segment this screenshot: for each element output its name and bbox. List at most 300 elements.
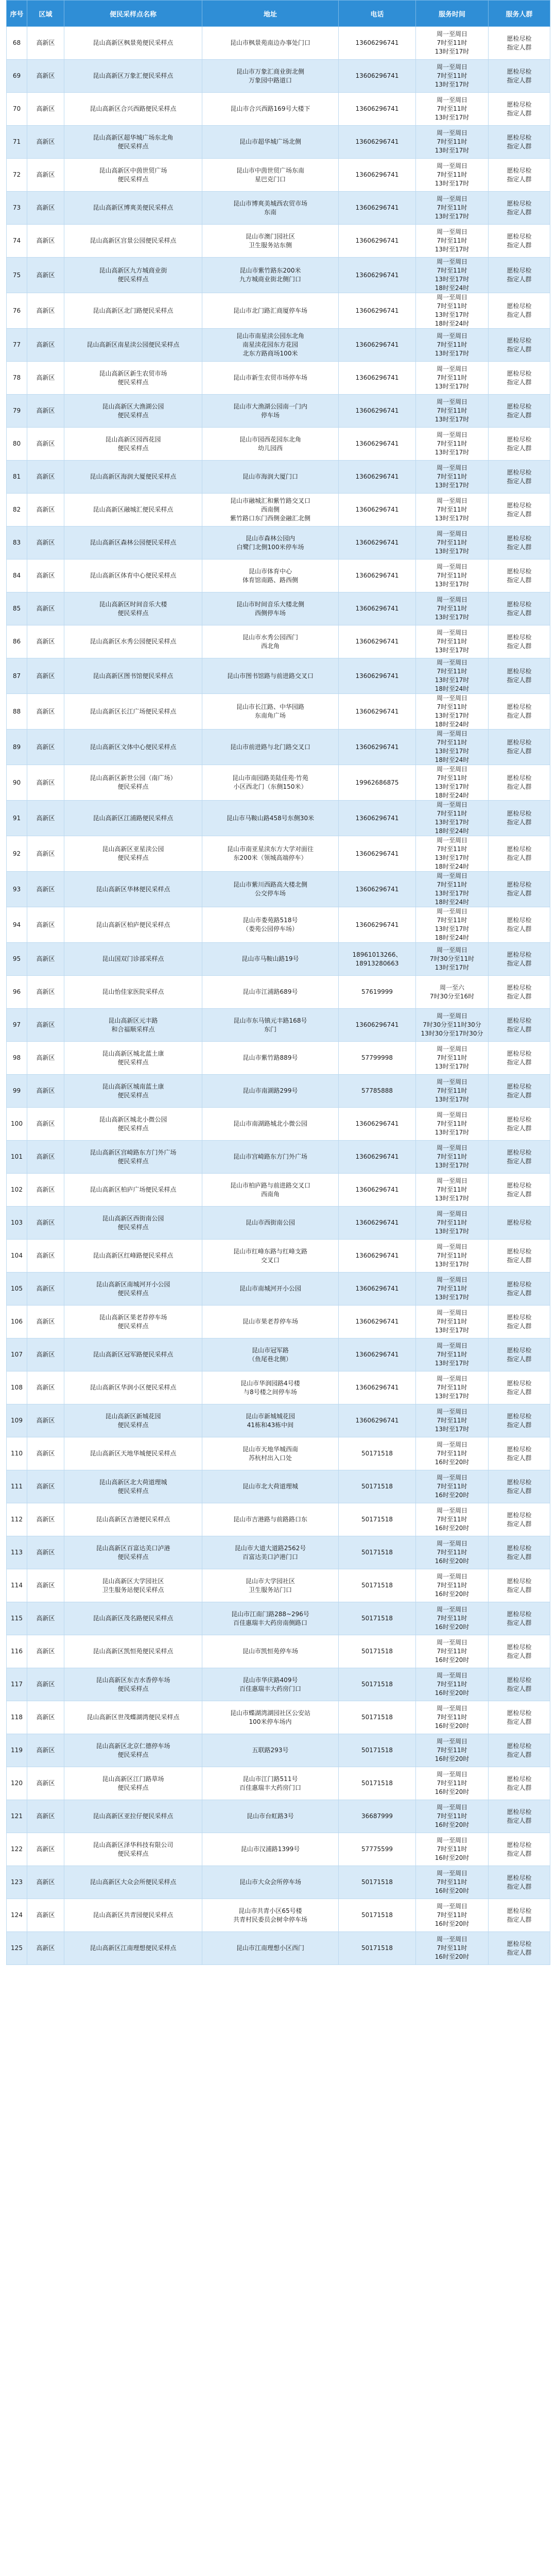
cell-phone: 13606296741	[339, 1306, 416, 1338]
cell-district: 高新区	[27, 1306, 64, 1338]
cell-audience: 愿检尽检 指定人群	[489, 1536, 550, 1569]
cell-address: 昆山市马鞍山路458号东侧30米	[202, 801, 339, 836]
cell-phone: 13606296741	[339, 258, 416, 293]
cell-name: 昆山高新区合兴西路便民采样点	[64, 93, 202, 126]
cell-audience: 愿检尽检 指定人群	[489, 225, 550, 258]
table-row	[7, 159, 550, 192]
table-row	[7, 658, 550, 694]
cell-hours: 周一至周日 7时至11时 13时至17时	[416, 1141, 489, 1174]
cell-district: 高新区	[27, 362, 64, 395]
cell-address: 昆山市森林公园内 白鹭门北侧100米停车场	[202, 527, 339, 560]
cell-phone: 13606296741	[339, 192, 416, 225]
cell-district: 高新区	[27, 765, 64, 801]
cell-district: 高新区	[27, 1932, 64, 1965]
cell-address: 昆山市新城城花园 41栋和43栋中间	[202, 1404, 339, 1437]
cell-seq: 98	[7, 1042, 27, 1075]
cell-address: 昆山市前进路与北门路交叉口	[202, 730, 339, 765]
cell-phone: 13606296741	[339, 126, 416, 159]
cell-district: 高新区	[27, 907, 64, 943]
cell-phone: 13606296741	[339, 592, 416, 625]
table-row	[7, 395, 550, 428]
table-row	[7, 1338, 550, 1371]
cell-audience: 愿检尽检 指定人群	[489, 1734, 550, 1767]
cell-audience: 愿检尽检	[489, 1207, 550, 1240]
cell-hours: 周一至周日 7时至11时 16时至20时	[416, 1800, 489, 1833]
cell-audience: 愿检尽检 指定人群	[489, 1470, 550, 1503]
cell-seq: 80	[7, 428, 27, 461]
cell-seq: 110	[7, 1437, 27, 1470]
cell-district: 高新区	[27, 943, 64, 976]
cell-address: 昆山市大学园社区 卫生服务站门口	[202, 1569, 339, 1602]
cell-address: 昆山市北大荷道理城	[202, 1470, 339, 1503]
cell-district: 高新区	[27, 293, 64, 329]
cell-seq: 97	[7, 1009, 27, 1042]
cell-audience: 愿检尽检 指定人群	[489, 395, 550, 428]
cell-name: 昆山高新区世茂蝶湖湾便民采样点	[64, 1701, 202, 1734]
cell-name: 昆山高新区城北蓝土康 便民采样点	[64, 1042, 202, 1075]
cell-phone: 13606296741	[339, 1338, 416, 1371]
table-row	[7, 428, 550, 461]
cell-phone: 50171518	[339, 1602, 416, 1635]
cell-audience: 愿检尽检 指定人群	[489, 1371, 550, 1404]
cell-hours: 周一至周日 7时至11时 16时至20时	[416, 1536, 489, 1569]
cell-address: 昆山市新生农贸市场停车场	[202, 362, 339, 395]
cell-hours: 周一至周日 7时至11时 13时至17时	[416, 329, 489, 362]
table-row	[7, 1273, 550, 1306]
cell-phone: 13606296741	[339, 1371, 416, 1404]
cell-district: 高新区	[27, 1273, 64, 1306]
cell-phone: 13606296741	[339, 362, 416, 395]
cell-address: 昆山市紫川西路高大楼北侧 公交停车场	[202, 872, 339, 907]
table-row	[7, 1207, 550, 1240]
table-row	[7, 1602, 550, 1635]
cell-address: 昆山市图书馆路与前进路交叉口	[202, 658, 339, 694]
cell-phone: 50171518	[339, 1668, 416, 1701]
header-hours: 服务时间	[416, 1, 489, 27]
cell-address: 昆山市南城河开小公园	[202, 1273, 339, 1306]
table-row	[7, 1108, 550, 1141]
cell-name: 昆山高新区吉港便民采样点	[64, 1503, 202, 1536]
cell-hours: 周一至周日 7时至11时 16时至20时	[416, 1767, 489, 1800]
cell-hours: 周一至周日 7时至11时 16时至20时	[416, 1734, 489, 1767]
cell-name: 昆山高新区江浦路便民采样点	[64, 801, 202, 836]
table-row	[7, 1470, 550, 1503]
cell-seq: 85	[7, 592, 27, 625]
cell-name: 昆山高新区华润小区便民采样点	[64, 1371, 202, 1404]
table-row	[7, 225, 550, 258]
cell-phone: 13606296741	[339, 225, 416, 258]
cell-name: 昆山高新区亚拉仔便民采样点	[64, 1800, 202, 1833]
cell-seq: 71	[7, 126, 27, 159]
cell-name: 昆山怡佳家医院采样点	[64, 976, 202, 1009]
cell-address: 昆山市枫景苑南边办事处门口	[202, 27, 339, 60]
cell-name: 昆山高新区北京仁德停车场 便民采样点	[64, 1734, 202, 1767]
cell-phone: 13606296741	[339, 1207, 416, 1240]
table-body	[7, 27, 550, 1965]
cell-seq: 89	[7, 730, 27, 765]
table-row	[7, 362, 550, 395]
cell-phone: 13606296741	[339, 27, 416, 60]
cell-address: 昆山市江门路511号 百佳惠瑞丰大药房门口	[202, 1767, 339, 1800]
cell-name: 昆山高新区元丰路 和合福顺采样点	[64, 1009, 202, 1042]
cell-name: 昆山高新区博爽美便民采样点	[64, 192, 202, 225]
cell-name: 昆山高新区百富达美口泸港 便民采样点	[64, 1536, 202, 1569]
cell-district: 高新区	[27, 730, 64, 765]
table-row	[7, 625, 550, 658]
cell-address: 昆山市南湖路299号	[202, 1075, 339, 1108]
cell-hours: 周一至周日 7时至11时 13时至17时	[416, 1240, 489, 1273]
cell-seq: 74	[7, 225, 27, 258]
cell-phone: 13606296741	[339, 625, 416, 658]
cell-audience: 愿检尽检 指定人群	[489, 907, 550, 943]
cell-address: 昆山市果老荐停车场	[202, 1306, 339, 1338]
cell-audience: 愿检尽检 指定人群	[489, 765, 550, 801]
cell-seq: 99	[7, 1075, 27, 1108]
cell-district: 高新区	[27, 1075, 64, 1108]
cell-hours: 周一至周日 7时至11时 13时至17时	[416, 60, 489, 93]
cell-district: 高新区	[27, 1042, 64, 1075]
cell-audience: 愿检尽检 指定人群	[489, 494, 550, 527]
cell-district: 高新区	[27, 625, 64, 658]
cell-audience: 愿检尽检 指定人群	[489, 159, 550, 192]
cell-district: 高新区	[27, 225, 64, 258]
cell-hours: 周一至周日 7时至11时 16时至20时	[416, 1602, 489, 1635]
table-row	[7, 1174, 550, 1207]
table-row	[7, 527, 550, 560]
cell-audience: 愿检尽检 指定人群	[489, 1338, 550, 1371]
cell-address: 昆山市体育中心 体育馆南路、路西侧	[202, 560, 339, 592]
cell-audience: 愿检尽检 指定人群	[489, 1932, 550, 1965]
header-name: 便民采样点名称	[64, 1, 202, 27]
cell-seq: 78	[7, 362, 27, 395]
cell-hours: 周一至周日 7时至11时 13时至17时	[416, 625, 489, 658]
cell-audience: 愿检尽检 指定人群	[489, 1437, 550, 1470]
cell-district: 高新区	[27, 1437, 64, 1470]
cell-address: 昆山市博爽美城西农贸市场 东南	[202, 192, 339, 225]
cell-name: 昆山高新区凯恒苑便民采样点	[64, 1635, 202, 1668]
cell-name: 昆山高新区水秀公园便民采样点	[64, 625, 202, 658]
cell-address: 昆山市华庆路409号 百佳惠瑞丰大药房门口	[202, 1668, 339, 1701]
cell-audience: 愿检尽检 指定人群	[489, 560, 550, 592]
cell-audience: 愿检尽检 指定人群	[489, 1240, 550, 1273]
cell-hours: 周一至周日 7时至11时 13时至17时	[416, 1108, 489, 1141]
cell-seq: 119	[7, 1734, 27, 1767]
cell-hours: 周一至周日 7时至11时 16时至20时	[416, 1635, 489, 1668]
cell-hours: 周一至周日 7时至11时 13时至17时	[416, 1371, 489, 1404]
cell-seq: 116	[7, 1635, 27, 1668]
cell-seq: 113	[7, 1536, 27, 1569]
cell-seq: 118	[7, 1701, 27, 1734]
cell-seq: 79	[7, 395, 27, 428]
cell-seq: 102	[7, 1174, 27, 1207]
cell-hours: 周一至周日 7时至11时 16时至20时	[416, 1833, 489, 1866]
cell-name: 昆山高新区泽华科技有限公司 便民采样点	[64, 1833, 202, 1866]
cell-address: 昆山市水秀公园西门 西北角	[202, 625, 339, 658]
cell-hours: 周一至周日 7时至11时 13时至17时	[416, 1306, 489, 1338]
cell-hours: 周一至周日 7时至11时 16时至20时	[416, 1437, 489, 1470]
cell-address: 昆山市江浦路689号	[202, 976, 339, 1009]
table-row	[7, 1767, 550, 1800]
cell-district: 高新区	[27, 1141, 64, 1174]
cell-district: 高新区	[27, 192, 64, 225]
cell-phone: 50171518	[339, 1899, 416, 1932]
cell-hours: 周一至周日 7时至11时 13时至17时	[416, 395, 489, 428]
cell-address: 五联路293号	[202, 1734, 339, 1767]
cell-hours: 周一至周日 7时至11时 13时至17时	[416, 93, 489, 126]
cell-seq: 107	[7, 1338, 27, 1371]
table-row	[7, 836, 550, 872]
cell-phone: 13606296741	[339, 694, 416, 730]
cell-address: 昆山市南亚星渎东方大学对面往 东200米（领城高端停车）	[202, 836, 339, 872]
cell-address: 昆山市时间音乐大楼北侧 西侧停车场	[202, 592, 339, 625]
cell-seq: 125	[7, 1932, 27, 1965]
cell-name: 昆山高新区长江广场便民采样点	[64, 694, 202, 730]
table-row	[7, 1009, 550, 1042]
cell-district: 高新区	[27, 872, 64, 907]
cell-name: 昆山高新区文体中心便民采样点	[64, 730, 202, 765]
cell-phone: 50171518	[339, 1866, 416, 1899]
cell-name: 昆山高新区南星渎公园便民采样点	[64, 329, 202, 362]
cell-district: 高新区	[27, 1371, 64, 1404]
cell-district: 高新区	[27, 93, 64, 126]
cell-seq: 104	[7, 1240, 27, 1273]
cell-audience: 愿检尽检 指定人群	[489, 1602, 550, 1635]
cell-phone: 50171518	[339, 1767, 416, 1800]
cell-audience: 愿检尽检 指定人群	[489, 1833, 550, 1866]
cell-hours: 周一至周日 7时至11时 13时至17时 18时至24时	[416, 730, 489, 765]
cell-name: 昆山高新区大渔湖公园 便民采样点	[64, 395, 202, 428]
cell-seq: 94	[7, 907, 27, 943]
cell-district: 高新区	[27, 1899, 64, 1932]
table-row	[7, 694, 550, 730]
cell-address: 昆山市海润大厦门口	[202, 461, 339, 494]
cell-district: 高新区	[27, 159, 64, 192]
cell-audience: 愿检尽检 指定人群	[489, 1042, 550, 1075]
cell-audience: 愿检尽检 指定人群	[489, 126, 550, 159]
cell-address: 昆山市大道大道路2562号 百富达美口泸港门口	[202, 1536, 339, 1569]
cell-name: 昆山高新区北门路便民采样点	[64, 293, 202, 329]
cell-hours: 周一至周日 7时30分至11时 13时至17时	[416, 943, 489, 976]
table-row	[7, 494, 550, 527]
cell-district: 高新区	[27, 1108, 64, 1141]
cell-district: 高新区	[27, 1734, 64, 1767]
cell-district: 高新区	[27, 658, 64, 694]
cell-audience: 愿检尽检 指定人群	[489, 329, 550, 362]
header-phone: 电话	[339, 1, 416, 27]
cell-phone: 13606296741	[339, 395, 416, 428]
table-row	[7, 560, 550, 592]
cell-name: 昆山高新区海润大厦便民采样点	[64, 461, 202, 494]
cell-seq: 72	[7, 159, 27, 192]
cell-hours: 周一至周日 7时至11时 16时至20时	[416, 1668, 489, 1701]
cell-hours: 周一至周日 7时至11时 13时至17时	[416, 362, 489, 395]
cell-address: 昆山市宫崎路东方门外广场	[202, 1141, 339, 1174]
cell-seq: 84	[7, 560, 27, 592]
table-header	[7, 1, 550, 27]
cell-audience: 愿检尽检 指定人群	[489, 192, 550, 225]
cell-address: 昆山市柏庐路与前进路交叉口 西南角	[202, 1174, 339, 1207]
cell-seq: 81	[7, 461, 27, 494]
cell-phone: 13606296741	[339, 1404, 416, 1437]
cell-district: 高新区	[27, 1338, 64, 1371]
cell-audience: 愿检尽检 指定人群	[489, 293, 550, 329]
cell-address: 昆山市东马镇元丰路168号 东门	[202, 1009, 339, 1042]
cell-address: 昆山市长江路、中华园路 东南角广场	[202, 694, 339, 730]
cell-phone: 13606296741	[339, 1141, 416, 1174]
cell-phone: 50171518	[339, 1536, 416, 1569]
cell-phone: 50171518	[339, 1470, 416, 1503]
cell-district: 高新区	[27, 1866, 64, 1899]
cell-audience: 愿检尽检 指定人群	[489, 1404, 550, 1437]
cell-hours: 周一至周日 7时至11时 16时至20时	[416, 1470, 489, 1503]
cell-phone: 13606296741	[339, 801, 416, 836]
cell-district: 高新区	[27, 1635, 64, 1668]
cell-name: 昆山高新区南城河开小公园 便民采样点	[64, 1273, 202, 1306]
cell-district: 高新区	[27, 560, 64, 592]
cell-district: 高新区	[27, 527, 64, 560]
cell-audience: 愿检尽检 指定人群	[489, 943, 550, 976]
cell-district: 高新区	[27, 27, 64, 60]
cell-name: 昆山高新区城北小微公园 便民采样点	[64, 1108, 202, 1141]
cell-name: 昆山高新区新生农贸市场 便民采样点	[64, 362, 202, 395]
cell-seq: 124	[7, 1899, 27, 1932]
cell-audience: 愿检尽检 指定人群	[489, 1273, 550, 1306]
cell-hours: 周一至周日 7时30分至11时30分 13时30分至17时30分	[416, 1009, 489, 1042]
cell-phone: 13606296741	[339, 527, 416, 560]
cell-hours: 周一至周日 7时至11时 13时至17时 18时至24时	[416, 258, 489, 293]
table-row	[7, 1833, 550, 1866]
table-row	[7, 907, 550, 943]
table-row	[7, 730, 550, 765]
cell-address: 昆山市汉浦路1399号	[202, 1833, 339, 1866]
table-row	[7, 1800, 550, 1833]
cell-audience: 愿检尽检 指定人群	[489, 976, 550, 1009]
table-row	[7, 1404, 550, 1437]
cell-hours: 周一至周日 7时至11时 13时至17时 18时至24时	[416, 907, 489, 943]
cell-seq: 86	[7, 625, 27, 658]
cell-seq: 117	[7, 1668, 27, 1701]
cell-hours: 周一至周日 7时至11时 13时至17时 18时至24时	[416, 293, 489, 329]
cell-audience: 愿检尽检 指定人群	[489, 1569, 550, 1602]
cell-hours: 周一至周日 7时至11时 13时至17时	[416, 1042, 489, 1075]
cell-audience: 愿检尽检 指定人群	[489, 258, 550, 293]
cell-name: 昆山高新区宫景公园便民采样点	[64, 225, 202, 258]
cell-seq: 68	[7, 27, 27, 60]
cell-hours: 周一至周日 7时至11时 13时至17时 18时至24时	[416, 658, 489, 694]
cell-phone: 13606296741	[339, 60, 416, 93]
cell-district: 高新区	[27, 126, 64, 159]
cell-district: 高新区	[27, 428, 64, 461]
header-district: 区域	[27, 1, 64, 27]
cell-audience: 愿检尽检 指定人群	[489, 527, 550, 560]
cell-audience: 愿检尽检 指定人群	[489, 1174, 550, 1207]
cell-address: 昆山市融城汇和紫竹路交叉口 西南侧 紫竹路口东门西侧金融汇北侧	[202, 494, 339, 527]
cell-seq: 87	[7, 658, 27, 694]
cell-address: 昆山市南湖路城北小微公园	[202, 1108, 339, 1141]
cell-hours: 周一至周日 7时至11时 16时至20时	[416, 1701, 489, 1734]
cell-phone: 13606296741	[339, 293, 416, 329]
cell-seq: 95	[7, 943, 27, 976]
cell-name: 昆山高新区西街南公园 便民采样点	[64, 1207, 202, 1240]
cell-audience: 愿检尽检 指定人群	[489, 60, 550, 93]
cell-phone: 50171518	[339, 1734, 416, 1767]
cell-phone: 57775599	[339, 1833, 416, 1866]
cell-seq: 123	[7, 1866, 27, 1899]
cell-name: 昆山高新区大众会所便民采样点	[64, 1866, 202, 1899]
cell-name: 昆山高新区天地华城便民采样点	[64, 1437, 202, 1470]
table-row	[7, 1042, 550, 1075]
cell-phone: 13606296741	[339, 93, 416, 126]
cell-seq: 105	[7, 1273, 27, 1306]
table-row	[7, 872, 550, 907]
cell-address: 昆山市万象汇商业街北侧 万象园中路道口	[202, 60, 339, 93]
cell-phone: 13606296741	[339, 461, 416, 494]
cell-district: 高新区	[27, 1602, 64, 1635]
cell-audience: 愿检尽检 指定人群	[489, 1075, 550, 1108]
cell-name: 昆山高新区红峰路便民采样点	[64, 1240, 202, 1273]
cell-seq: 121	[7, 1800, 27, 1833]
cell-address: 昆山市超华城广场北侧	[202, 126, 339, 159]
cell-district: 高新区	[27, 1404, 64, 1437]
cell-audience: 愿检尽检 指定人群	[489, 592, 550, 625]
cell-audience: 愿检尽检 指定人群	[489, 694, 550, 730]
cell-phone: 13606296741	[339, 872, 416, 907]
cell-audience: 愿检尽检 指定人群	[489, 1668, 550, 1701]
cell-address: 昆山市北门路汇商厦停车场	[202, 293, 339, 329]
table-row	[7, 27, 550, 60]
cell-audience: 愿检尽检 指定人群	[489, 1306, 550, 1338]
cell-name: 昆山高新区冠军路便民采样点	[64, 1338, 202, 1371]
cell-seq: 114	[7, 1569, 27, 1602]
cell-seq: 115	[7, 1602, 27, 1635]
cell-hours: 周一至周日 7时至11时 13时至17时 18时至24时	[416, 801, 489, 836]
cell-address: 昆山市红峰东路与红峰支路 交叉口	[202, 1240, 339, 1273]
table-row	[7, 1075, 550, 1108]
cell-district: 高新区	[27, 801, 64, 836]
cell-hours: 周一至周日 7时至11时 13时至17时	[416, 428, 489, 461]
cell-address: 昆山市南园路美陆佳苑·竹苑 小区西北门（东侧150米）	[202, 765, 339, 801]
cell-phone: 36687999	[339, 1800, 416, 1833]
table-row	[7, 329, 550, 362]
cell-name: 昆山高新区江南理想便民采样点	[64, 1932, 202, 1965]
cell-district: 高新区	[27, 694, 64, 730]
cell-name: 昆山高新区共青园便民采样点	[64, 1899, 202, 1932]
cell-seq: 69	[7, 60, 27, 93]
cell-seq: 77	[7, 329, 27, 362]
cell-audience: 愿检尽检 指定人群	[489, 658, 550, 694]
cell-audience: 愿检尽检 指定人群	[489, 1800, 550, 1833]
cell-seq: 101	[7, 1141, 27, 1174]
cell-district: 高新区	[27, 836, 64, 872]
cell-address: 昆山市马鞍山路19号	[202, 943, 339, 976]
cell-name: 昆山高新区万象汇便民采样点	[64, 60, 202, 93]
cell-hours: 周一至周日 7时至11时 16时至20时	[416, 1569, 489, 1602]
cell-name: 昆山高新区体育中心便民采样点	[64, 560, 202, 592]
table-row	[7, 943, 550, 976]
cell-district: 高新区	[27, 1536, 64, 1569]
cell-phone: 50171518	[339, 1437, 416, 1470]
cell-hours: 周一至周日 7时至11时 16时至20时	[416, 1932, 489, 1965]
table-row	[7, 976, 550, 1009]
cell-name: 昆山高新区江门路草场 便民采样点	[64, 1767, 202, 1800]
table-row	[7, 1437, 550, 1470]
cell-seq: 76	[7, 293, 27, 329]
cell-audience: 愿检尽检 指定人群	[489, 1899, 550, 1932]
cell-district: 高新区	[27, 1701, 64, 1734]
cell-name: 昆山高新区城南蓝土康 便民采样点	[64, 1075, 202, 1108]
cell-district: 高新区	[27, 976, 64, 1009]
cell-seq: 93	[7, 872, 27, 907]
